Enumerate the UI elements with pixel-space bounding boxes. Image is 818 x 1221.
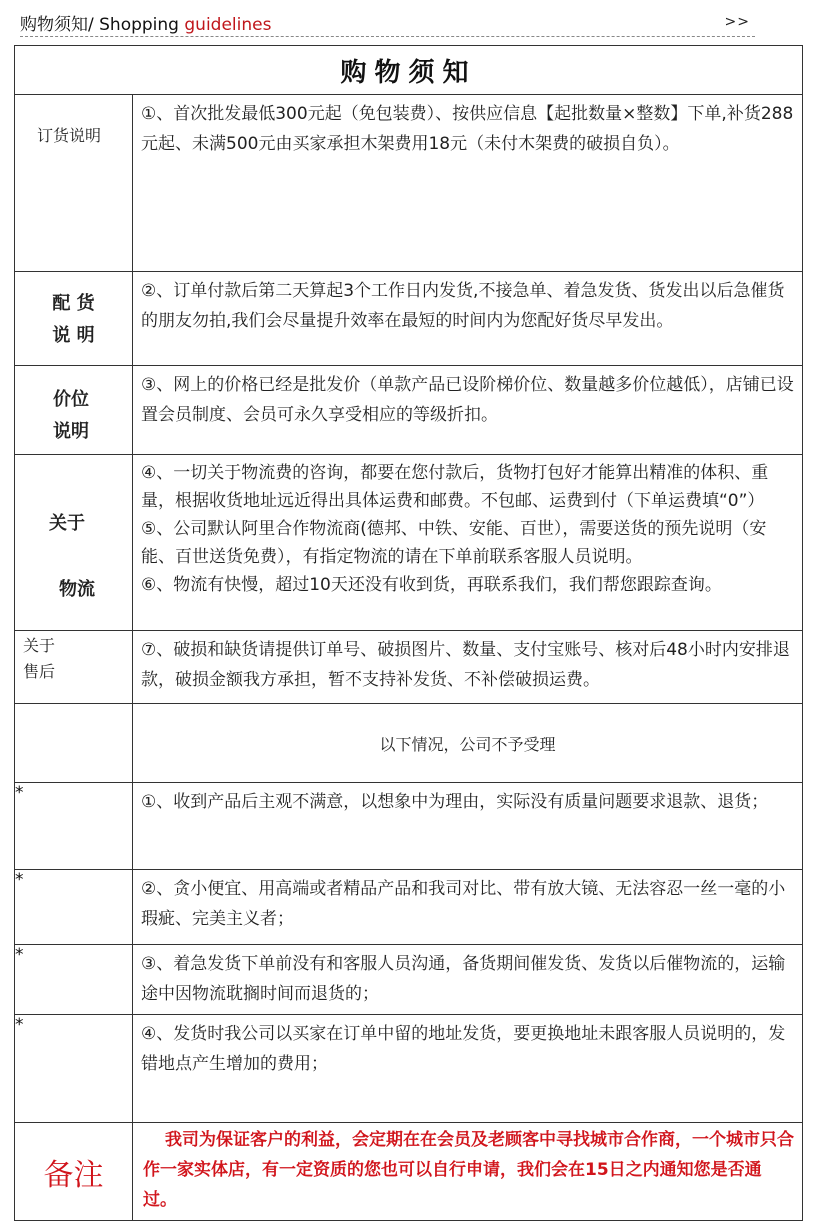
table-row	[15, 366, 803, 455]
exclusion-mark: *	[15, 1015, 133, 1123]
row-content-after-sales: ⑦、破损和缺货请提供订单号、破损图片、数量、支付宝账号、核对后48小时内安排退款，破损金额我方承担，暂不支持补发货、不补偿破损运费。	[133, 631, 803, 704]
table-row	[15, 1123, 803, 1221]
table-row	[15, 870, 803, 945]
exclusion-mark: *	[15, 945, 133, 1015]
exclusion-mark: *	[15, 783, 133, 870]
row-label-price: 价位 说明	[15, 366, 133, 455]
row-content-delivery: ②、订单付款后第二天算起3个工作日内发货,不接急单、着急发货、货发出以后急催货的朋友勿拍,我们会尽量提升效率在最短的时间内为您配好货尽早发出。	[133, 272, 803, 366]
row-label-logistics: 关于 物流	[15, 455, 133, 631]
header-title-cn: 购物须知/	[20, 15, 94, 35]
exclusion-content: ①、收到产品后主观不满意，以想象中为理由，实际没有质量问题要求退款、退货；	[133, 783, 803, 870]
header-divider	[20, 36, 755, 37]
row-label-delivery: 配 货 说 明	[15, 272, 133, 366]
more-arrows-icon[interactable]: >>	[724, 14, 750, 30]
table-row	[15, 783, 803, 870]
table-row	[15, 455, 803, 631]
row-label-after-sales: 关于 售后	[15, 631, 133, 704]
notice-label-empty	[15, 704, 133, 783]
header-title-highlight: guidelines	[184, 15, 272, 35]
table-row	[15, 272, 803, 366]
exclusion-content: ②、贪小便宜、用高端或者精品产品和我司对比、带有放大镜、无法容忍一丝一毫的小瑕疵、完美主义者；	[133, 870, 803, 945]
table-row	[15, 631, 803, 704]
table-row	[15, 704, 803, 783]
header-title-en: Shopping	[93, 15, 185, 35]
shopping-guide-table	[14, 45, 803, 1221]
table-row	[15, 1015, 803, 1123]
table-title-row	[15, 46, 803, 95]
row-label-ordering: 订货说明	[15, 95, 133, 272]
page-header	[20, 10, 760, 38]
row-content-ordering: ①、首次批发最低300元起（免包装费）、按供应信息【起批数量×整数】下单,补货288元起、未满500元由买家承担木架费用18元（未付木架费的破损自负）。	[133, 95, 803, 272]
exclusion-content: ③、着急发货下单前没有和客服人员沟通，备货期间催发货、发货以后催物流的，运输途中因物流耽搁时间而退货的；	[133, 945, 803, 1015]
exclusion-mark: *	[15, 870, 133, 945]
notice-text: 以下情况，公司不予受理	[133, 704, 803, 783]
table-title: 购物须知	[15, 46, 803, 95]
remark-content: 我司为保证客户的利益，会定期在在会员及老顾客中寻找城市合作商，一个城市只合作一家实体店，有一定资质的您也可以自行申请，我们会在15日之内通知您是否通过。	[133, 1123, 803, 1221]
row-content-logistics: ④、一切关于物流费的咨询，都要在您付款后，货物打包好才能算出精准的体积、重量，根据收货地址远近得出具体运费和邮费。不包邮、运费到付（下单运费填“0”） ⑤、公司默认阿里合作物流商(德邦、中铁、安能、百世），需要送货的预先说明（安能、百世送货免费），有指定物流的请在下单前联系客服人员说明。 ⑥、物流有快慢，超过10天还没有收到货，再联系我们，我们帮您跟踪查询。	[133, 455, 803, 631]
exclusion-content: ④、发货时我公司以买家在订单中留的地址发货，要更换地址未跟客服人员说明的，发错地点产生增加的费用；	[133, 1015, 803, 1123]
row-content-price: ③、网上的价格已经是批发价（单款产品已设阶梯价位、数量越多价位越低），店铺已设置会员制度、会员可永久享受相应的等级折扣。	[133, 366, 803, 455]
table-row	[15, 945, 803, 1015]
table-row	[15, 95, 803, 272]
remark-label: 备注	[15, 1123, 133, 1221]
